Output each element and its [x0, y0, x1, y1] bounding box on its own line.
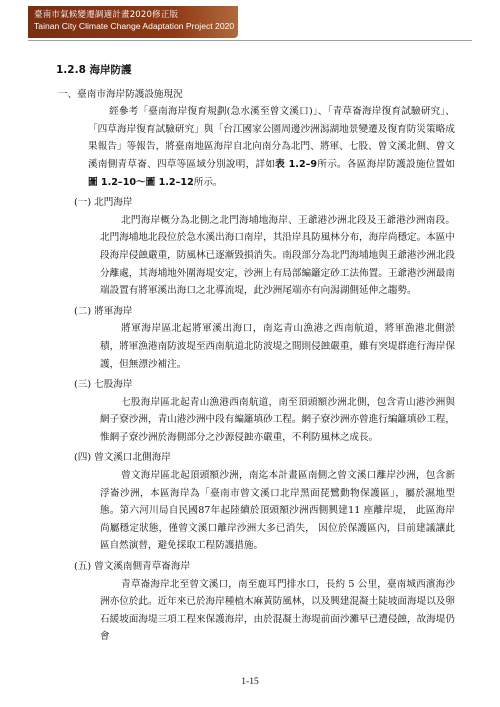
item-heading-qigu: (三) 七股海岸 [74, 379, 133, 391]
figure-reference[interactable]: 圖 1.2–10～圖 1.2–12 [88, 176, 194, 188]
item-paragraph-zengwen-north: 曾文海岸區北起頂頭額沙洲，南迄本計畫區南側之曾文溪口離岸沙洲，包含新浮崙沙洲，本區海岸為「臺南市曾文溪口北岸黑面琵鷺動物保護區」，屬於濕地型態。第六河川局自民國87年起陸續於頂頭額沙洲西側興建11 座離岸堤， 此區海岸尚屬穩定狀態，僅曾文溪口離岸沙洲大多已消失， 因位於保護區內，目前建議讓此區自然演替，避免採取工程防護措施。 [100, 470, 455, 552]
intro-end-text: 所示。 [193, 176, 223, 188]
item-heading-qingcaolun: (五) 曾文溪南側青草崙海岸 [74, 561, 191, 573]
item-paragraph-qingcaolun: 青草崙海岸北至曾文溪口，南至鹿耳門排水口，長約 5 公里，臺南城西濱海沙洲亦位於此。近年來已於海岸種植木麻黃防風林，以及興建混凝土陡坡面海堤以及卵石緩坡面海堤三項工程來保護海岸，由於混凝土海堤前面沙灘早已遭侵蝕，故海堤仍會 [100, 578, 455, 643]
item-paragraph-qigu: 七股海岸區北起青山漁港西南航道，南至頂頭額沙洲北側，包含青山港沙洲與網子寮沙洲，青山港沙洲中段有編籬填砂工程。網子寮沙洲亦曾進行編籬填砂工程，惟網子寮沙洲於海側部分之沙源侵蝕亦嚴重，不利防風林之成長。 [100, 396, 455, 443]
page-header [0, 0, 500, 60]
table-reference[interactable]: 表 1.2–9 [275, 158, 318, 170]
item-heading-jiangjun: (二) 將軍海岸 [74, 305, 133, 317]
header-title-english: Tainan City Climate Change Adaptation Project 2020 [34, 21, 235, 31]
intro-mid-text: 所示。各區海岸防護設施位置如 [317, 158, 456, 170]
document-body [50, 62, 455, 649]
intro-text: 經參考「臺南海岸復育規劃(急水溪至曾文溪口)」、「青草崙海岸復育試驗研究」、「四草海岸復育試驗研究」與「台江國家公園周邊沙洲潟湖地景變遷及復育防災策略成果報告」等報告，將臺南地區海岸自北向南分為北門、將軍、七股、曾文溪北側、曾文溪南側青草崙、四草等區域分別說明，詳如 [88, 106, 455, 170]
item-paragraph-jiangjun: 將軍海岸區北起將軍溪出海口，南迄青山漁港之西南航道，將軍漁港北側淤積，將軍漁港南防波堤至西南航道北防波堤之間則侵蝕嚴重，雖有突堤群進行海岸保護，但無漂沙補注。 [100, 323, 455, 370]
page-number: 1-15 [241, 677, 259, 687]
subsection-heading: 一、臺南市海岸防護設施現況 [58, 88, 183, 100]
header-divider [28, 40, 472, 41]
item-heading-zengwen-north: (四) 曾文溪口北側海岸 [74, 452, 171, 464]
item-heading-beimen: (一) 北門海岸 [74, 197, 133, 209]
header-title-chinese: 臺南市氣候變遷調適計畫2020修正版 [34, 10, 179, 20]
item-paragraph-beimen: 北門海岸概分為北側之北門海埔地海岸、王爺港沙洲北段及王爺港沙洲南段。北門海埔地北段位於急水溪出海口南岸，其沿岸具防風林分布，海岸尚穩定。本區中段海岸侵蝕嚴重，防風林已逐漸毀損消失。南段部分為北門海埔地與王爺港沙洲北段分離處，其海埔地外圍海堤安定，沙洲上有局部編籬定砂工法佈置。王爺港沙洲最南端設置有將軍溪出海口之北導流堤，此沙洲尾端亦有向潟湖側延伸之趨勢。 [100, 214, 455, 297]
section-title: 1.2.8 海岸防護 [56, 64, 132, 76]
intro-paragraph [88, 103, 455, 191]
